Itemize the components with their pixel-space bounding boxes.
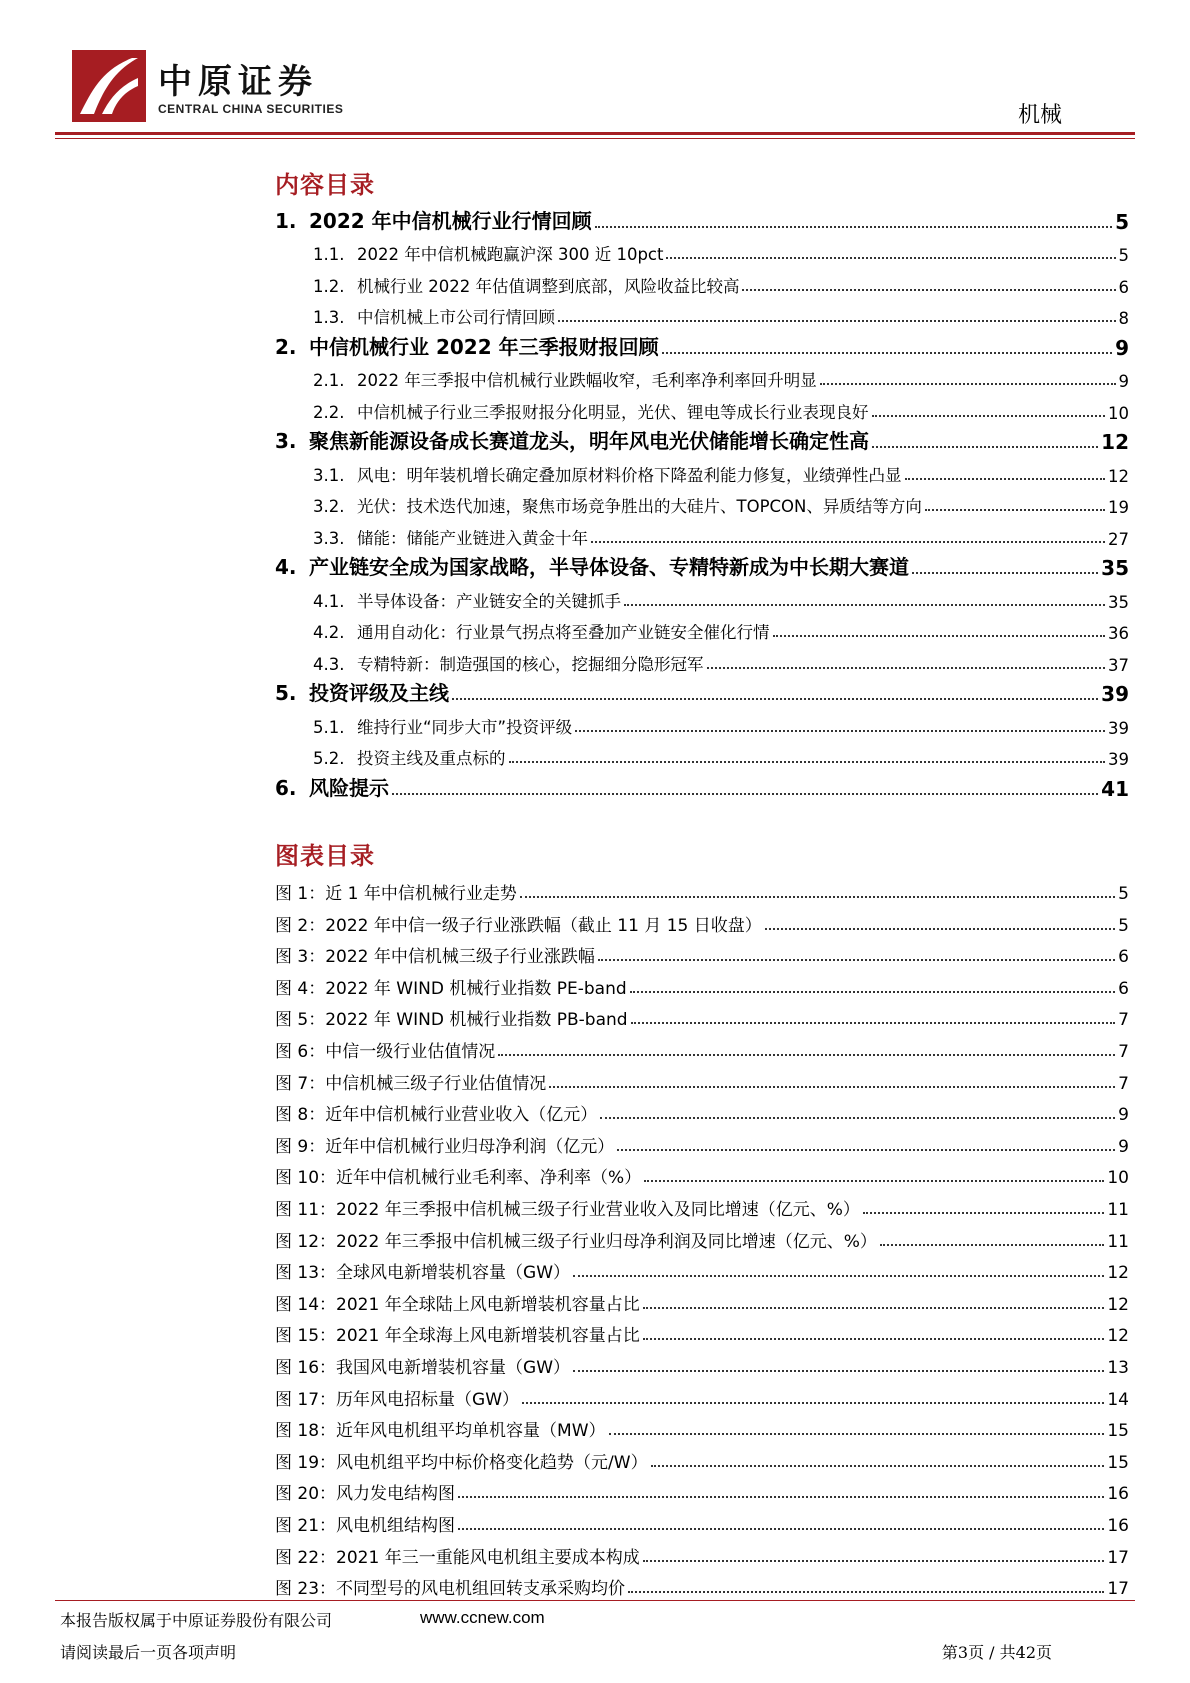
header-divider xyxy=(55,132,1135,135)
toc-entry[interactable] xyxy=(275,360,1129,392)
figure-entry-page: 5 xyxy=(1118,884,1129,905)
toc-entry-label xyxy=(313,493,925,517)
figure-entry-text: 图 15：2021 年全球海上风电新增装机容量占比 xyxy=(275,1326,640,1347)
figure-entry-text: 图 9：近年中信机械行业归母净利润（亿元） xyxy=(275,1136,615,1157)
toc-entry-number: 3.3. xyxy=(313,528,345,548)
figure-entry-page: 7 xyxy=(1118,1042,1129,1063)
dot-leader xyxy=(643,1338,1105,1340)
figure-entry-page: 16 xyxy=(1107,1515,1129,1536)
toc-entry-number: 6. xyxy=(275,775,297,800)
dot-leader xyxy=(628,1591,1104,1593)
toc-entry-page: 39 xyxy=(1108,750,1129,769)
main-content xyxy=(275,168,1129,1599)
figure-entry[interactable] xyxy=(275,967,1129,999)
toc-entry-page: 39 xyxy=(1108,718,1129,738)
figure-entry[interactable] xyxy=(275,999,1129,1031)
figure-entry-page: 11 xyxy=(1107,1200,1129,1221)
toc-entry-number: 1.2. xyxy=(313,276,345,296)
figure-entry-page: 13 xyxy=(1107,1358,1129,1378)
dot-leader xyxy=(458,1528,1104,1530)
figure-entry[interactable] xyxy=(275,1157,1129,1189)
toc-entry[interactable] xyxy=(275,423,1129,455)
toc-entry-label xyxy=(275,425,872,454)
figure-entry-text: 图 3：2022 年中信机械三级子行业涨跌幅 xyxy=(275,947,595,968)
toc-entry-number: 4.1. xyxy=(313,591,345,611)
toc-entry-page: 6 xyxy=(1118,277,1129,297)
figure-entry-page: 11 xyxy=(1107,1231,1129,1252)
figure-entry-text: 图 23：不同型号的风电机组回转支承采购均价 xyxy=(275,1579,626,1600)
figure-entry[interactable] xyxy=(275,1252,1129,1284)
dot-leader xyxy=(573,1370,1104,1372)
figure-entry-text: 图 10：近年中信机械行业毛利率、净利率（%） xyxy=(275,1168,642,1189)
toc-entry-text: 中信机械上市公司行情回顾 xyxy=(357,308,555,327)
footer-divider xyxy=(55,1600,1135,1601)
figure-entry-text: 图 13：全球风电新增装机容量（GW） xyxy=(275,1263,571,1284)
toc-entry-number: 5. xyxy=(275,681,297,705)
figure-entry-page: 10 xyxy=(1107,1168,1129,1189)
dot-leader xyxy=(643,1307,1105,1309)
dot-leader xyxy=(666,257,1115,259)
toc-entry-number: 4.2. xyxy=(313,623,345,642)
toc-entry-text: 光伏：技术迭代加速，聚焦市场竞争胜出的大硅片、TOPCON、异质结等方向 xyxy=(357,497,922,516)
dot-leader xyxy=(591,541,1105,543)
toc-entry-label xyxy=(313,241,666,265)
toc-entry[interactable] xyxy=(275,202,1129,234)
toc-list xyxy=(275,202,1129,801)
toc-entry-page: 10 xyxy=(1108,403,1129,423)
toc-entry-label xyxy=(313,619,773,643)
toc-entry-number: 2.2. xyxy=(313,402,345,422)
toc-entry-number: 2. xyxy=(275,334,297,359)
dot-leader xyxy=(595,226,1112,228)
toc-entry-page: 12 xyxy=(1101,430,1129,454)
figure-entry-page: 7 xyxy=(1118,1010,1129,1031)
figure-entry[interactable] xyxy=(275,1315,1129,1347)
toc-entry-text: 投资评级及主线 xyxy=(309,681,449,705)
figure-entry-text: 图 14：2021 年全球陆上风电新增装机容量占比 xyxy=(275,1294,640,1315)
toc-entry-number: 2.1. xyxy=(313,371,345,390)
toc-entry-number: 5.2. xyxy=(313,749,345,768)
toc-entry-label xyxy=(313,651,707,675)
dot-leader xyxy=(575,730,1105,732)
toc-entry-label xyxy=(275,677,452,706)
figure-entry[interactable] xyxy=(275,1346,1129,1378)
figure-entry[interactable] xyxy=(275,1062,1129,1094)
header-divider-thin xyxy=(55,138,1135,139)
figure-entry-page: 9 xyxy=(1118,1105,1129,1126)
toc-entry-page: 8 xyxy=(1118,309,1129,328)
toc-entry[interactable] xyxy=(275,391,1129,423)
toc-entry[interactable] xyxy=(275,612,1129,644)
toc-entry-label xyxy=(275,551,912,580)
toc-entry-text: 产业链安全成为国家战略，半导体设备、专精特新成为中长期大赛道 xyxy=(309,555,909,579)
figure-entry-text: 图 22：2021 年三一重能风电机组主要成本构成 xyxy=(275,1547,640,1568)
figure-entry[interactable] xyxy=(275,1125,1129,1157)
logo-chinese-name: 中原证券 xyxy=(158,62,318,102)
figure-entry-page: 17 xyxy=(1107,1579,1129,1600)
figure-entry-text: 图 4：2022 年 WIND 机械行业指数 PE-band xyxy=(275,978,627,999)
figure-list-title: 图表目录 xyxy=(275,840,375,870)
toc-entry-text: 专精特新：制造强国的核心，挖掘细分隐形冠军 xyxy=(357,654,704,674)
page-number: 第3页 / 共42页 xyxy=(941,1643,1052,1662)
toc-entry-text: 中信机械行业 2022 年三季报财报回顾 xyxy=(309,334,659,359)
figure-entry-text: 图 2：2022 年中信一级子行业涨跌幅（截止 11 月 15 日收盘） xyxy=(275,915,762,936)
figure-entry-text: 图 6：中信一级行业估值情况 xyxy=(275,1042,496,1063)
figure-entry-page: 12 xyxy=(1107,1326,1129,1347)
dot-leader xyxy=(872,446,1098,448)
toc-entry-number: 1.1. xyxy=(313,245,345,264)
toc-entry-text: 聚焦新能源设备成长赛道龙头，明年风电光伏储能增长确定性高 xyxy=(309,429,869,453)
toc-entry-label xyxy=(313,714,575,738)
figure-entry-page: 12 xyxy=(1107,1294,1129,1315)
toc-entry-text: 储能：储能产业链进入黄金十年 xyxy=(357,528,588,548)
toc-entry-text: 通用自动化：行业景气拐点将至叠加产业链安全催化行情 xyxy=(357,623,770,642)
dot-leader xyxy=(392,793,1098,795)
figure-entry[interactable] xyxy=(275,1283,1129,1315)
figure-entry-text: 图 17：历年风电招标量（GW） xyxy=(275,1389,520,1410)
dot-leader xyxy=(773,635,1106,637)
toc-entry-page: 9 xyxy=(1115,335,1129,360)
figure-entry-page: 6 xyxy=(1118,978,1129,999)
toc-entry-page: 35 xyxy=(1101,556,1129,580)
toc-entry-text: 风电：明年装机增长确定叠加原材料价格下降盈利能力修复，业绩弹性凸显 xyxy=(357,465,902,485)
toc-entry-page: 5 xyxy=(1115,209,1129,234)
dot-leader xyxy=(558,320,1116,322)
toc-entry-page: 41 xyxy=(1101,776,1129,801)
dot-leader xyxy=(880,1244,1105,1246)
dot-leader xyxy=(765,928,1115,930)
toc-entry[interactable] xyxy=(275,328,1129,360)
toc-entry[interactable] xyxy=(275,549,1129,581)
toc-entry[interactable] xyxy=(275,297,1129,329)
footer-copyright: 本报告版权属于中原证券股份有限公司 xyxy=(60,1611,333,1630)
toc-entry-label xyxy=(313,304,558,328)
dot-leader xyxy=(609,1433,1105,1435)
toc-entry[interactable] xyxy=(275,643,1129,675)
figure-entry-page: 7 xyxy=(1118,1073,1129,1094)
figure-entry-page: 9 xyxy=(1118,1136,1129,1157)
toc-entry-page: 35 xyxy=(1108,592,1129,612)
toc-entry-number: 5.1. xyxy=(313,717,345,737)
figure-entry-page: 12 xyxy=(1107,1263,1129,1284)
toc-entry-page: 37 xyxy=(1108,655,1129,675)
figure-entry-text: 图 12：2022 年三季报中信机械三级子行业归母净利润及同比增速（亿元、%） xyxy=(275,1231,877,1252)
dot-leader xyxy=(452,698,1098,700)
figure-entry-text: 图 5：2022 年 WIND 机械行业指数 PB-band xyxy=(275,1010,628,1031)
figure-entry-page: 17 xyxy=(1107,1547,1129,1568)
dot-leader xyxy=(522,1402,1104,1404)
toc-entry[interactable] xyxy=(275,517,1129,549)
dot-leader xyxy=(520,896,1115,898)
toc-entry-label xyxy=(275,331,662,360)
dot-leader xyxy=(742,289,1115,291)
dot-leader xyxy=(549,1086,1115,1088)
figure-entry-text: 图 18：近年风电机组平均单机容量（MW） xyxy=(275,1421,606,1442)
figure-entry-page: 16 xyxy=(1107,1484,1129,1505)
figure-entry[interactable] xyxy=(275,1536,1129,1568)
toc-entry-label xyxy=(313,462,905,486)
toc-entry-number: 1. xyxy=(275,208,297,233)
dot-leader xyxy=(912,572,1098,574)
dot-leader xyxy=(707,667,1106,669)
dot-leader xyxy=(458,1496,1104,1498)
figure-entry-page: 5 xyxy=(1118,915,1129,936)
toc-entry-number: 1.3. xyxy=(313,308,345,327)
toc-entry[interactable] xyxy=(275,454,1129,486)
toc-entry[interactable] xyxy=(275,486,1129,518)
dot-leader xyxy=(644,1180,1104,1182)
toc-entry-page: 9 xyxy=(1118,372,1129,391)
toc-entry-label xyxy=(313,745,509,769)
toc-entry[interactable] xyxy=(275,675,1129,707)
dot-leader xyxy=(925,509,1105,511)
dot-leader xyxy=(600,1117,1115,1119)
dot-leader xyxy=(872,415,1106,417)
figure-entry[interactable] xyxy=(275,904,1129,936)
figure-entry[interactable] xyxy=(275,1568,1129,1600)
dot-leader xyxy=(820,383,1116,385)
figure-entry-text: 图 16：我国风电新增装机容量（GW） xyxy=(275,1358,571,1378)
toc-entry-text: 2022 年三季报中信机械行业跌幅收窄，毛利率净利率回升明显 xyxy=(357,371,817,390)
figure-entry[interactable] xyxy=(275,1441,1129,1473)
dot-leader xyxy=(573,1275,1104,1277)
toc-entry-label xyxy=(275,772,392,801)
toc-title: 内容目录 xyxy=(275,170,375,199)
figure-entry-text: 图 19：风电机组平均中标价格变化趋势（元/W） xyxy=(275,1452,648,1473)
dot-leader xyxy=(905,478,1106,480)
toc-entry-number: 4. xyxy=(275,555,297,579)
figure-entry-text: 图 20：风力发电结构图 xyxy=(275,1484,456,1505)
dot-leader xyxy=(498,1054,1115,1056)
toc-entry-text: 中信机械子行业三季报财报分化明显，光伏、锂电等成长行业表现良好 xyxy=(357,402,869,422)
footer-notice: 请阅读最后一页各项声明 xyxy=(60,1643,237,1662)
figure-entry[interactable] xyxy=(275,1504,1129,1536)
toc-entry-number: 4.3. xyxy=(313,654,345,674)
figure-entry-page: 15 xyxy=(1107,1421,1129,1442)
figure-entry[interactable] xyxy=(275,1188,1129,1220)
toc-entry-label xyxy=(275,205,595,234)
company-logo xyxy=(72,50,402,125)
toc-entry[interactable] xyxy=(275,265,1129,297)
toc-entry-label xyxy=(313,399,872,423)
toc-entry-text: 风险提示 xyxy=(309,775,389,800)
toc-entry-label xyxy=(313,525,591,549)
toc-entry[interactable] xyxy=(275,234,1129,266)
logo-mark-icon xyxy=(72,50,146,122)
figure-entry[interactable] xyxy=(275,1030,1129,1062)
toc-entry[interactable] xyxy=(275,769,1129,801)
figure-entry-text: 图 7：中信机械三级子行业估值情况 xyxy=(275,1073,547,1094)
toc-entry-number: 3.2. xyxy=(313,497,345,516)
dot-leader xyxy=(624,604,1105,606)
toc-entry-text: 投资主线及重点标的 xyxy=(357,749,506,768)
dot-leader xyxy=(509,761,1106,763)
toc-entry-text: 半导体设备：产业链安全的关键抓手 xyxy=(357,591,621,611)
dot-leader xyxy=(651,1465,1105,1467)
toc-entry-page: 5 xyxy=(1118,246,1129,265)
toc-entry-label xyxy=(313,273,742,297)
toc-entry[interactable] xyxy=(275,738,1129,770)
figure-entry[interactable] xyxy=(275,1473,1129,1505)
figure-entry[interactable] xyxy=(275,936,1129,968)
figure-entry[interactable] xyxy=(275,1378,1129,1410)
toc-entry-page: 39 xyxy=(1101,682,1129,706)
figure-entry-text: 图 1：近 1 年中信机械行业走势 xyxy=(275,884,517,905)
dot-leader xyxy=(662,352,1112,354)
figure-entry[interactable] xyxy=(275,1220,1129,1252)
toc-entry-page: 19 xyxy=(1108,498,1129,517)
toc-entry-page: 27 xyxy=(1108,529,1129,549)
toc-entry-label xyxy=(313,588,624,612)
figure-list xyxy=(275,873,1129,1600)
toc-entry-text: 机械行业 2022 年估值调整到底部，风险收益比较高 xyxy=(357,276,740,296)
toc-entry-page: 12 xyxy=(1108,466,1129,486)
footer-url-link[interactable]: www.ccnew.com xyxy=(420,1608,545,1627)
toc-entry[interactable] xyxy=(275,580,1129,612)
figure-entry-text: 图 11：2022 年三季报中信机械三级子行业营业收入及同比增速（亿元、%） xyxy=(275,1200,860,1221)
dot-leader xyxy=(617,1149,1115,1151)
toc-entry-page: 36 xyxy=(1108,624,1129,643)
dot-leader xyxy=(630,991,1116,993)
dot-leader xyxy=(631,1022,1116,1024)
toc-entry[interactable] xyxy=(275,706,1129,738)
toc-entry-number: 3.1. xyxy=(313,465,345,485)
figure-entry-page: 14 xyxy=(1107,1389,1129,1410)
industry-label: 机械 xyxy=(1017,103,1062,128)
dot-leader xyxy=(598,959,1115,961)
toc-entry-number: 3. xyxy=(275,429,297,453)
figure-entry[interactable] xyxy=(275,1094,1129,1126)
toc-entry-text: 2022 年中信机械跑赢沪深 300 近 10pct xyxy=(357,245,664,264)
figure-entry-page: 15 xyxy=(1107,1452,1129,1473)
toc-entry-label xyxy=(313,367,820,391)
figure-entry-text: 图 21：风电机组结构图 xyxy=(275,1515,456,1536)
dot-leader xyxy=(863,1212,1105,1214)
figure-entry-text: 图 8：近年中信机械行业营业收入（亿元） xyxy=(275,1105,598,1126)
toc-entry-text: 2022 年中信机械行业行情回顾 xyxy=(309,208,592,233)
logo-english-name: CENTRAL CHINA SECURITIES xyxy=(158,102,344,116)
figure-entry-page: 6 xyxy=(1118,947,1129,968)
dot-leader xyxy=(643,1560,1105,1562)
figure-entry[interactable] xyxy=(275,1410,1129,1442)
toc-entry-text: 维持行业“同步大市”投资评级 xyxy=(357,717,573,737)
figure-entry[interactable] xyxy=(275,873,1129,905)
